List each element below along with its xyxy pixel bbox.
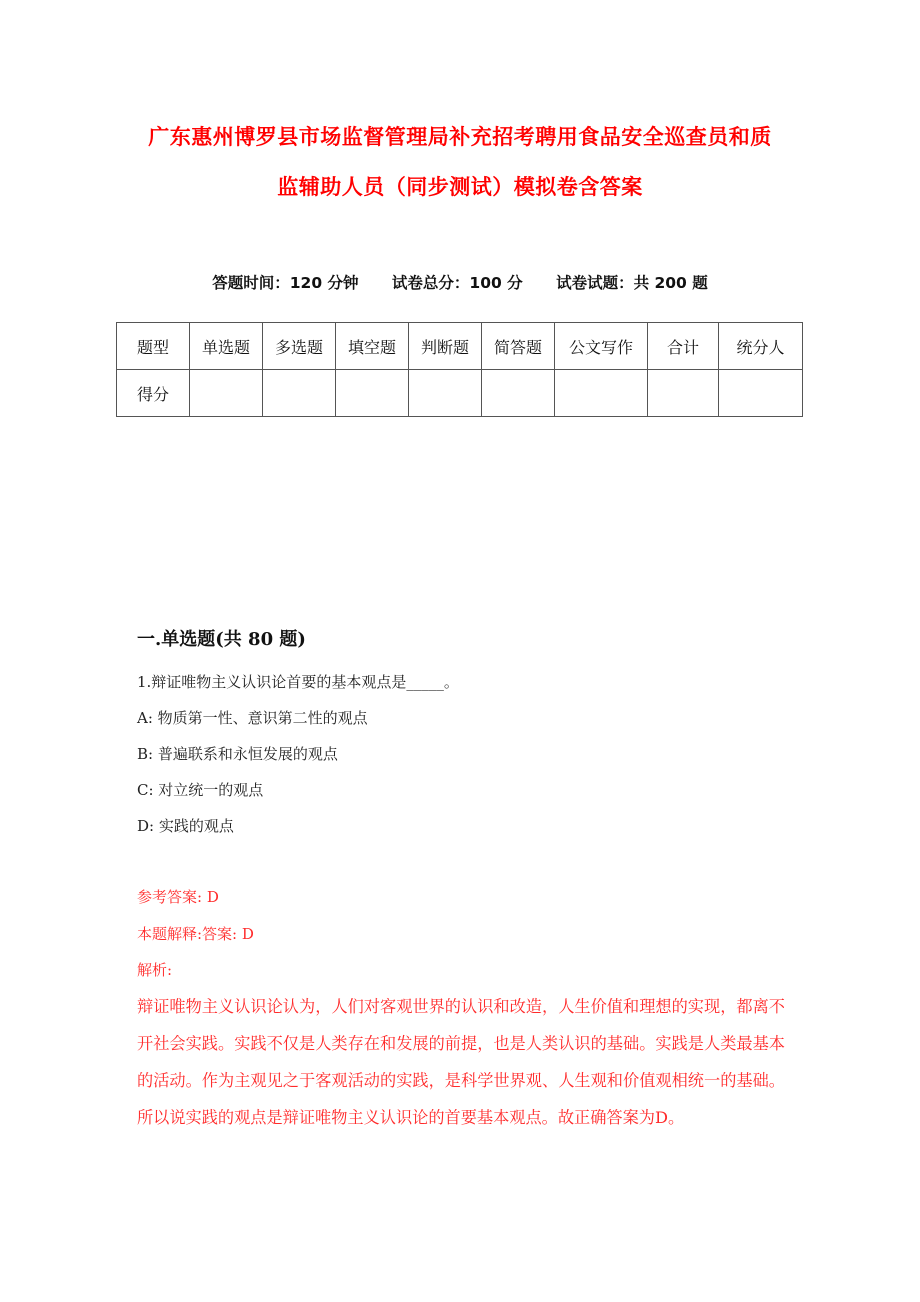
option-a: A: 物质第一性、意识第二性的观点 [137, 709, 368, 727]
document-title-line-2: 监辅助人员（同步测试）模拟卷含答案 [277, 175, 643, 199]
score-header-cell: 公文写作 [555, 323, 648, 370]
score-cell [263, 370, 336, 417]
option-b: B: 普遍联系和永恒发展的观点 [137, 745, 338, 763]
section-title: 一.单选题(共 80 题) [137, 629, 306, 650]
score-header-cell: 多选题 [263, 323, 336, 370]
analysis-text: 辩证唯物主义认识论认为，人们对客观世界的认识和改造，人生价值和理想的实现，都离不开社会实践。实践不仅是人类存在和发展的前提，也是人类认识的基础。实践是人类最基本的活动。作为主观见之于客观活动的实践，是科学世界观、人生观和价值观相统一的基础。所以说实践的观点是辩证唯物主义认识论的首要基本观点。故正确答案为D。 [137, 997, 785, 1127]
exam-total-score: 试卷总分：100 分 [391, 274, 523, 292]
score-header-cell: 填空题 [336, 323, 409, 370]
score-cell [555, 370, 648, 417]
score-table-header-row [117, 323, 803, 370]
score-header-cell: 单选题 [190, 323, 263, 370]
score-header-cell: 合计 [648, 323, 719, 370]
exam-question-count: 试卷试题：共 200 题 [556, 274, 708, 292]
explanation-header: 本题解释:答案: D [137, 925, 254, 943]
score-header-cell: 统分人 [719, 323, 803, 370]
score-header-cell: 简答题 [482, 323, 555, 370]
score-header-cell: 判断题 [409, 323, 482, 370]
score-row-label: 得分 [117, 370, 190, 417]
score-header-cell: 题型 [117, 323, 190, 370]
score-cell [648, 370, 719, 417]
score-cell [482, 370, 555, 417]
score-cell [190, 370, 263, 417]
option-c: C: 对立统一的观点 [137, 781, 264, 799]
option-d: D: 实践的观点 [137, 817, 234, 835]
exam-meta [0, 271, 920, 293]
score-cell [719, 370, 803, 417]
question-stem: 1.辩证唯物主义认识论首要的基本观点是_____。 [137, 673, 459, 691]
document-title-line-1: 广东惠州博罗县市场监督管理局补充招考聘用食品安全巡查员和质 [148, 125, 772, 149]
exam-time: 答题时间：120 分钟 [212, 274, 359, 292]
score-cell [409, 370, 482, 417]
analysis-label: 解析: [137, 961, 173, 979]
reference-answer: 参考答案: D [137, 888, 219, 906]
score-table [116, 322, 803, 417]
score-table-score-row [117, 370, 803, 417]
score-cell [336, 370, 409, 417]
